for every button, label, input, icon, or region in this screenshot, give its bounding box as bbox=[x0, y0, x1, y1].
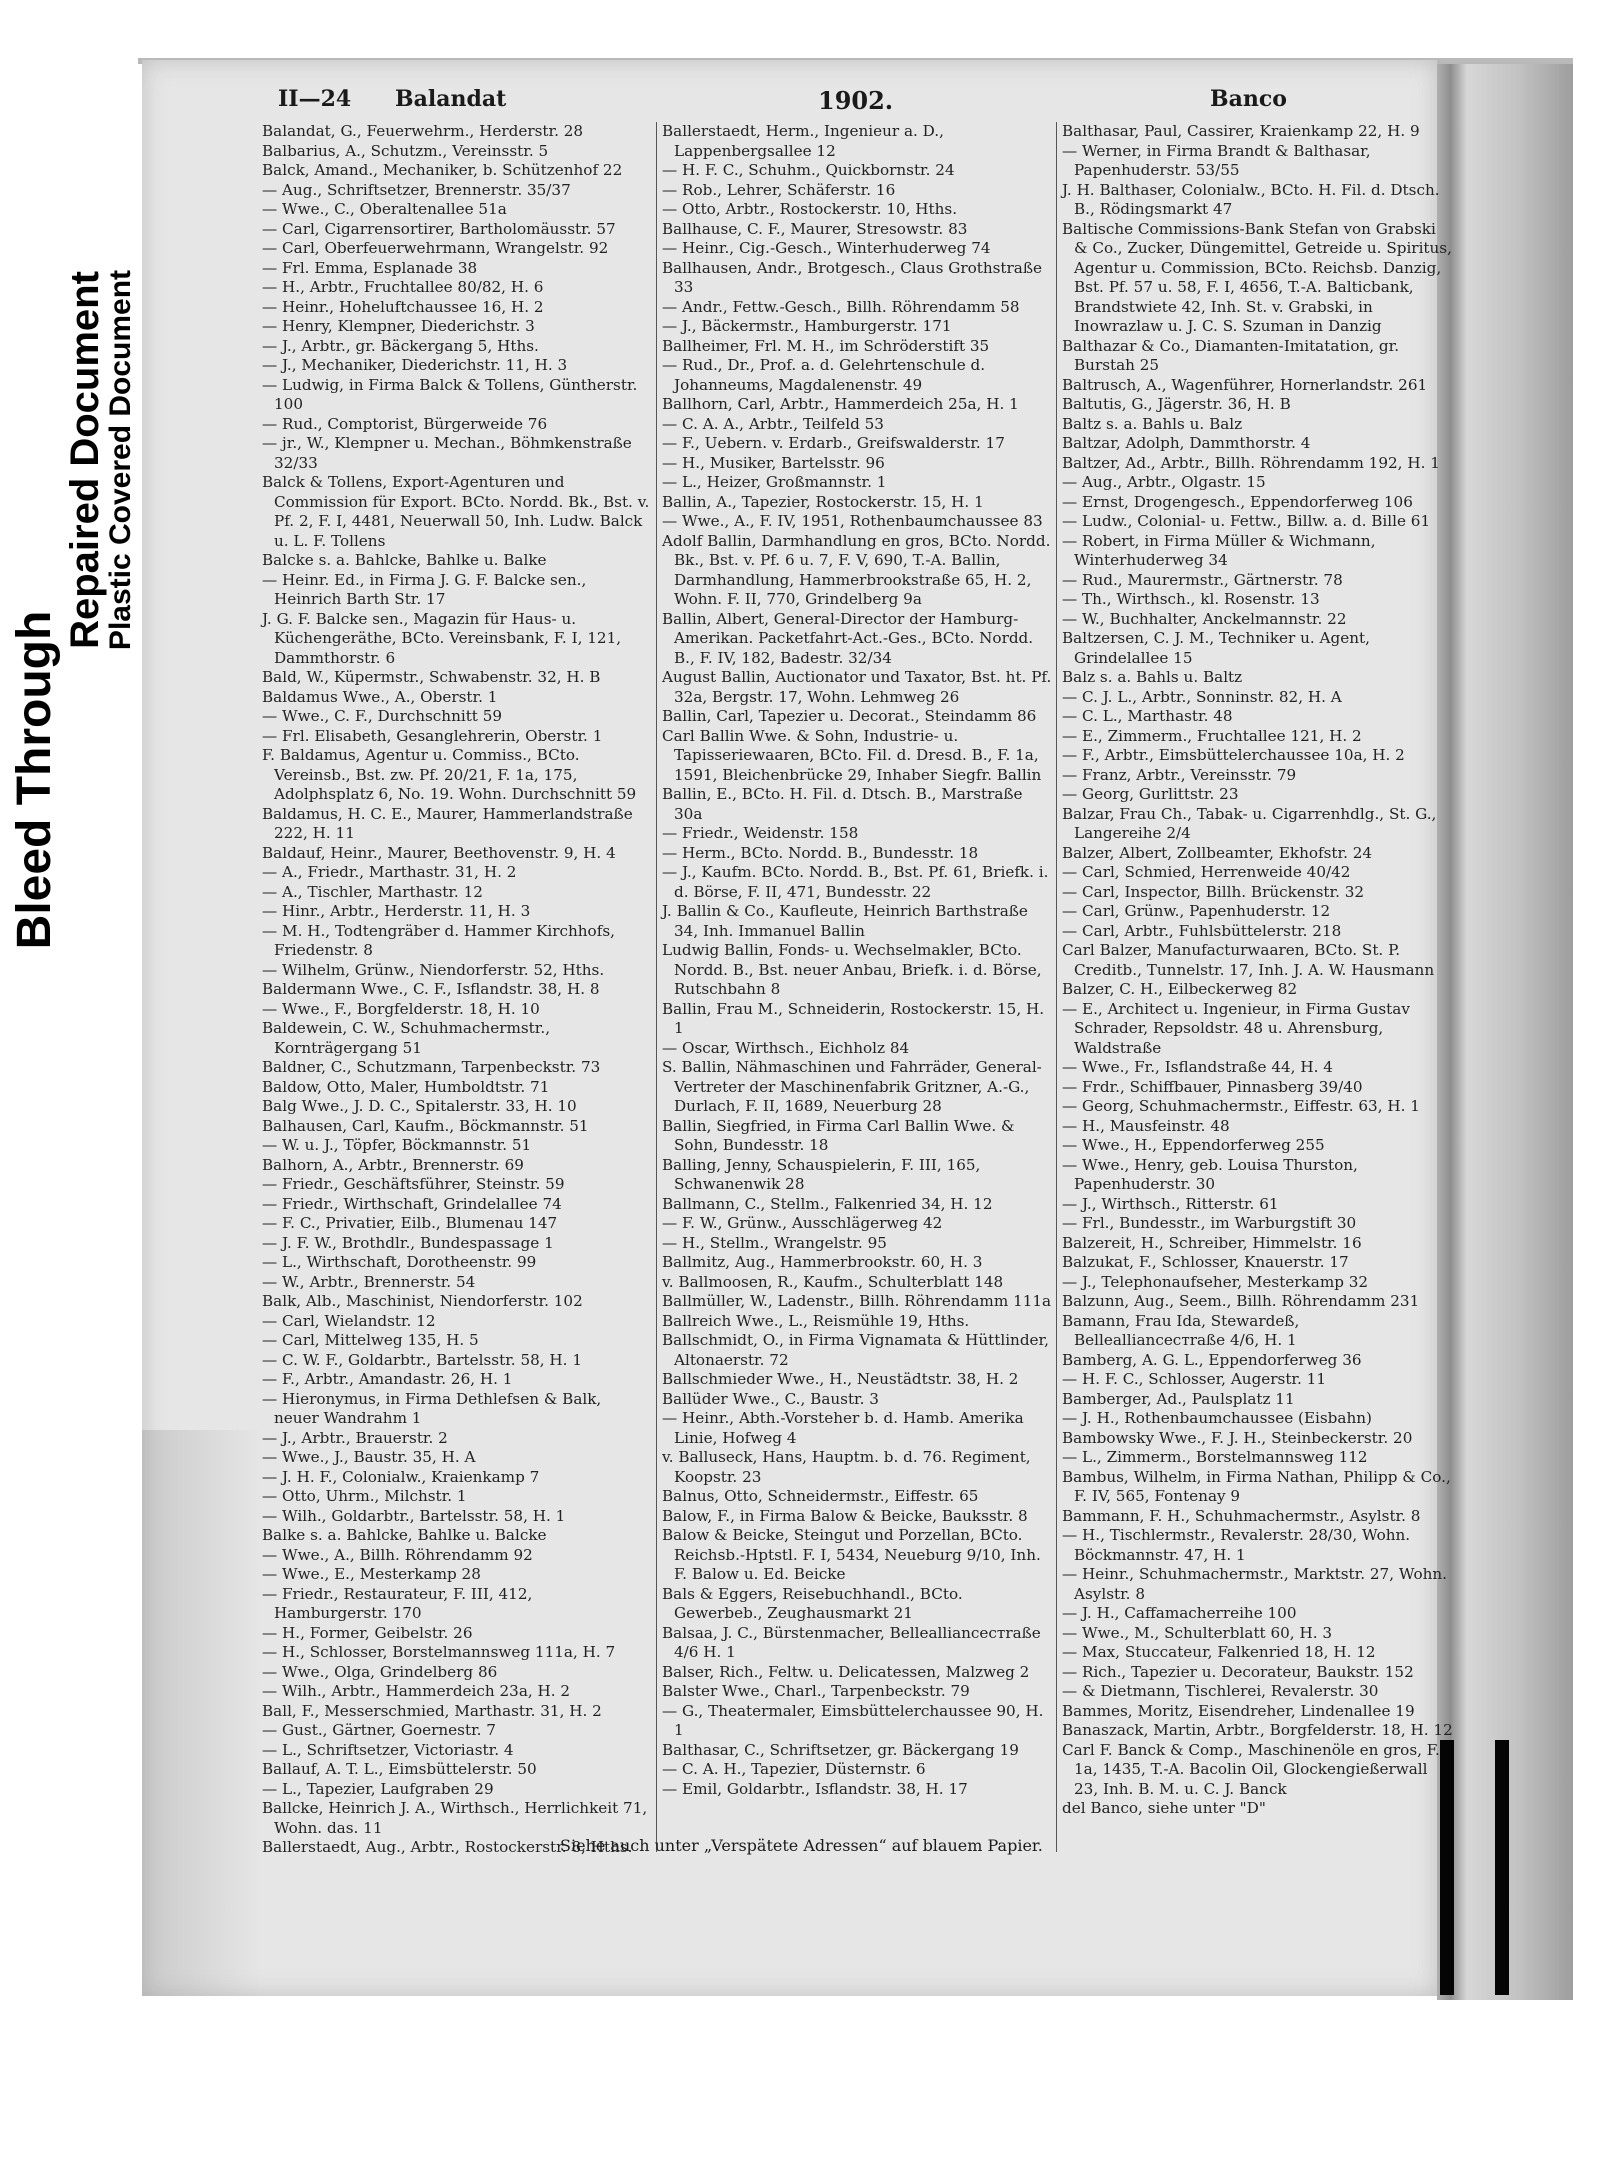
directory-entry: — Carl, Schmied, Herrenweide 40/42 bbox=[1062, 863, 1351, 881]
directory-entry: — C. L., Marthastr. 48 bbox=[1062, 707, 1233, 725]
directory-entry: — Rud., Dr., Prof. a. d. Gelehrtenschule d. Johanneums, Magdalenenstr. 49 bbox=[662, 356, 986, 394]
directory-entry: — J., Bäckermstr., Hamburgerstr. 171 bbox=[662, 317, 952, 335]
directory-entry: — A., Tischler, Marthastr. 12 bbox=[262, 882, 483, 901]
footer-note: Siehe auch unter „Verspätete Adressen“ auf blauem Papier. bbox=[560, 1836, 1043, 1855]
directory-entry: — Georg, Gurlittstr. 23 bbox=[1062, 785, 1239, 803]
directory-entry: — C. W. F., Goldarbtr., Bartelsstr. 58, H. 1 bbox=[262, 1350, 582, 1369]
directory-entry: — Carl, Mittelweg 135, H. 5 bbox=[262, 1331, 479, 1349]
directory-entry: Balzar, Frau Ch., Tabak- u. Cigarrenhdlg., St. G., Langereihe 2/4 bbox=[1062, 804, 1437, 842]
directory-column-1 bbox=[262, 122, 650, 1856]
directory-entry: — Emil, Goldarbtr., Isflandstr. 38, H. 17 bbox=[662, 1779, 968, 1798]
directory-entry: — Ernst, Drogengesch., Eppendorferweg 106 bbox=[1062, 492, 1413, 511]
directory-entry: — Heinr. Ed., in Firma J. G. F. Balcke sen., Heinrich Barth Str. 17 bbox=[262, 570, 587, 608]
year-heading: 1902. bbox=[818, 86, 894, 115]
directory-entry: Banaszack, Martin, Arbtr., Borgfelderstr. 18, H. 12 bbox=[1062, 1721, 1453, 1739]
directory-entry: Carl F. Banck & Comp., Maschinenöle en gros, F. 1a, 1435, T.-A. Bacolin Oil, Glockengießerwall 23, Inh. B. M. u. C. J. Banck bbox=[1062, 1740, 1440, 1798]
directory-entry: — Friedr., Wirthschaft, Grindelallee 74 bbox=[262, 1194, 562, 1213]
directory-entry: — Wwe., J., Baustr. 35, H. A bbox=[262, 1448, 476, 1466]
directory-entry: Bambowsky Wwe., F. J. H., Steinbeckerstr. 20 bbox=[1062, 1428, 1413, 1447]
directory-entry: Baltz s. a. Bahls u. Balz bbox=[1062, 414, 1243, 433]
directory-entry: — Wwe., H., Eppendorferweg 255 bbox=[1062, 1136, 1325, 1154]
directory-entry: — Wwe., C. F., Durchschnitt 59 bbox=[262, 707, 503, 725]
directory-entry: J. H. Balthaser, Colonialw., BCto. H. Fil. d. Dtsch. B., Rödingsmarkt 47 bbox=[1062, 180, 1440, 218]
page-code: II—24 bbox=[278, 86, 352, 112]
directory-entry: — J. F. W., Brothdlr., Bundespassage 1 bbox=[262, 1233, 554, 1252]
directory-entry: — L., Tapezier, Laufgraben 29 bbox=[262, 1779, 494, 1798]
directory-entry: — F., Uebern. v. Erdarb., Greifswalderstr. 17 bbox=[662, 434, 1005, 452]
directory-entry: Bambus, Wilhelm, in Firma Nathan, Philipp & Co., F. IV, 565, Fontenay 9 bbox=[1062, 1467, 1451, 1505]
directory-entry: — Rud., Comptorist, Bürgerweide 76 bbox=[262, 414, 548, 433]
directory-entry: — Carl, Oberfeuerwehrmann, Wrangelstr. 92 bbox=[262, 239, 609, 257]
directory-column-3 bbox=[1062, 122, 1454, 1842]
directory-entry: — H. F. C., Schlosser, Augerstr. 11 bbox=[1062, 1370, 1327, 1388]
directory-entry: — C. J. L., Arbtr., Sonninstr. 82, H. A bbox=[1062, 687, 1342, 706]
directory-entry: — Georg, Schuhmachermstr., Eiffestr. 63, H. 1 bbox=[1062, 1097, 1420, 1115]
running-head-left: Balandat bbox=[395, 86, 507, 112]
directory-entry: v. Ballmoosen, R., Kaufm., Schulterblatt 148 bbox=[662, 1272, 1004, 1291]
directory-entry: Bamann, Frau Ida, Stewardeß, Belleallianceстraße 4/6, H. 1 bbox=[1062, 1311, 1300, 1349]
directory-entry: Baldner, C., Schutzmann, Tarpenbeckstr. 73 bbox=[262, 1058, 601, 1076]
directory-entry: Ballcke, Heinrich J. A., Wirthsch., Herrlichkeit 71, Wohn. das. 11 bbox=[262, 1799, 648, 1837]
directory-entry: — C. A. A., Arbtr., Teilfeld 53 bbox=[662, 414, 884, 433]
directory-entry: Balsaa, J. C., Bürstenmacher, Belleallianceстraße 4/6 H. 1 bbox=[662, 1623, 1041, 1661]
directory-column-2 bbox=[662, 122, 1054, 1842]
directory-entry: Carl Balzer, Manufacturwaaren, BCto. St. P. Creditb., Tunnelstr. 17, Inh. J. A. W. Hausmann bbox=[1062, 941, 1435, 979]
directory-entry: — J., Arbtr., gr. Bäckergang 5, Hths. bbox=[262, 336, 539, 355]
directory-entry: Ballüder Wwe., C., Baustr. 3 bbox=[662, 1389, 879, 1408]
directory-entry: — H., Mausfeinstr. 48 bbox=[1062, 1116, 1230, 1135]
directory-entry: — Carl, Arbtr., Fuhlsbüttelerstr. 218 bbox=[1062, 921, 1342, 940]
directory-entry: Balthasar, C., Schriftsetzer, gr. Bäckergang 19 bbox=[662, 1740, 1019, 1759]
directory-entry: — Ludwig, in Firma Balck & Tollens, Güntherstr. 100 bbox=[262, 375, 638, 413]
directory-entry: — J. H., Rothenbaumchaussee (Eisbahn) bbox=[1062, 1409, 1372, 1427]
directory-entry: — A., Friedr., Marthastr. 31, H. 2 bbox=[262, 863, 517, 881]
bleed-through-label bbox=[2, 370, 68, 1190]
directory-entry: Ballin, Albert, General-Director der Hamburg-Amerikan. Packetfahrt-Act.-Ges., BCto. Nordd. B., F. IV, 182, Badestr. 32/34 bbox=[662, 609, 1034, 667]
directory-entry: Ballerstaedt, Herm., Ingenieur a. D., Lappenbergsallee 12 bbox=[662, 122, 944, 160]
directory-entry: Baltische Commissions-Bank Stefan von Grabski & Co., Zucker, Düngemittel, Getreide u. Spiritus, Agentur u. Commission, BCto. Reichsb. Danzig, Bst. Pf. 57 u. 58, F. I, 4656, T.-A. Balticbank, Brandstwiete 42, Inh. St. v. Grabski, in Inowrazlaw u. J. C. S. Szuman in Danzig bbox=[1062, 219, 1452, 335]
column-rule bbox=[656, 122, 657, 1852]
directory-entry: — Wwe., A., Billh. Röhrendamm 92 bbox=[262, 1545, 533, 1564]
directory-entry: Ballhorn, Carl, Arbtr., Hammerdeich 25a, H. 1 bbox=[662, 395, 1019, 413]
directory-entry: Balke s. a. Bahlcke, Bahlke u. Balcke bbox=[262, 1526, 547, 1544]
directory-entry: Baldermann Wwe., C. F., Isflandstr. 38, H. 8 bbox=[262, 980, 600, 998]
directory-entry: Balling, Jenny, Schauspielerin, F. III, 165, Schwanenwik 28 bbox=[662, 1155, 981, 1193]
directory-entry: Balser, Rich., Feltw. u. Delicatessen, Malzweg 2 bbox=[662, 1662, 1030, 1681]
directory-entry: — J., Telephonaufseher, Mesterkamp 32 bbox=[1062, 1272, 1369, 1291]
directory-entry: Baldamus, H. C. E., Maurer, Hammerlandstraße 222, H. 11 bbox=[262, 804, 633, 842]
directory-entry: Bammes, Moritz, Eisendreher, Lindenallee 19 bbox=[1062, 1701, 1415, 1720]
directory-entry: — L., Wirthschaft, Dorotheenstr. 99 bbox=[262, 1253, 537, 1271]
directory-entry: — F., Arbtr., Eimsbüttelerchaussee 10a, H. 2 bbox=[1062, 746, 1405, 764]
directory-entry: — Rob., Lehrer, Schäferstr. 16 bbox=[662, 180, 896, 199]
directory-entry: Ball, F., Messerschmied, Marthastr. 31, H. 2 bbox=[262, 1701, 602, 1720]
column-rule bbox=[1056, 122, 1057, 1852]
directory-entry: — Hinr., Arbtr., Herderstr. 11, H. 3 bbox=[262, 902, 531, 920]
directory-entry: — H., Arbtr., Fruchtallee 80/82, H. 6 bbox=[262, 278, 544, 296]
page-shadow bbox=[142, 1430, 262, 1996]
directory-entry: — Henry, Klempner, Diederichstr. 3 bbox=[262, 317, 535, 335]
directory-entry: — J., Wirthsch., Ritterstr. 61 bbox=[1062, 1194, 1279, 1213]
directory-entry: — Carl, Wielandstr. 12 bbox=[262, 1311, 436, 1330]
directory-entry: — J. H. F., Colonialw., Kraienkamp 7 bbox=[262, 1467, 540, 1486]
directory-entry: del Banco, siehe unter "D" bbox=[1062, 1799, 1266, 1817]
directory-entry: August Ballin, Auctionator und Taxator, Bst. ht. Pf. 32a, Bergstr. 17, Wohn. Lehmweg 26 bbox=[662, 668, 1052, 706]
directory-entry: — J., Arbtr., Brauerstr. 2 bbox=[262, 1428, 448, 1447]
directory-entry: Baltzar, Adolph, Dammthorstr. 4 bbox=[1062, 434, 1311, 452]
directory-entry: Bamberger, Ad., Paulsplatz 11 bbox=[1062, 1389, 1295, 1408]
directory-entry: — L., Zimmerm., Borstelmannsweg 112 bbox=[1062, 1448, 1368, 1466]
directory-entry: — Ludw., Colonial- u. Fettw., Billw. a. d. Bille 61 bbox=[1062, 512, 1431, 530]
directory-entry: Balow, F., in Firma Balow & Beicke, Bauksstr. 8 bbox=[662, 1506, 1028, 1525]
directory-entry: — Frl. Emma, Esplanade 38 bbox=[262, 258, 478, 277]
directory-entry: Balbarius, A., Schutzm., Vereinsstr. 5 bbox=[262, 141, 549, 160]
directory-entry: — H., Former, Geibelstr. 26 bbox=[262, 1623, 473, 1642]
directory-entry: Balhorn, A., Arbtr., Brennerstr. 69 bbox=[262, 1155, 524, 1174]
directory-entry: — Gust., Gärtner, Goernestr. 7 bbox=[262, 1721, 496, 1739]
directory-entry: Bals & Eggers, Reisebuchhandl., BCto. Gewerbeb., Zeughausmarkt 21 bbox=[662, 1584, 963, 1622]
directory-entry: — Oscar, Wirthsch., Eichholz 84 bbox=[662, 1038, 910, 1057]
directory-entry: — Frl., Bundesstr., im Warburgstift 30 bbox=[1062, 1214, 1357, 1232]
directory-entry: — F. C., Privatier, Eilb., Blumenau 147 bbox=[262, 1214, 558, 1232]
directory-entry: Ballschmieder Wwe., H., Neustädtstr. 38, H. 2 bbox=[662, 1370, 1019, 1388]
directory-entry: — C. A. H., Tapezier, Düsternstr. 6 bbox=[662, 1760, 926, 1778]
directory-entry: — J., Mechaniker, Diederichstr. 11, H. 3 bbox=[262, 356, 568, 374]
directory-entry: J. G. F. Balcke sen., Magazin für Haus- u. Küchengeräthe, BCto. Vereinsbank, F. I, 121, Dammthorstr. 6 bbox=[262, 609, 622, 667]
directory-entry: — Wwe., Fr., Isflandstraße 44, H. 4 bbox=[1062, 1058, 1333, 1076]
directory-entry: Ballmitz, Aug., Hammerbrookstr. 60, H. 3 bbox=[662, 1253, 983, 1271]
directory-entry: Bammann, F. H., Schuhmachermstr., Asylstr. 8 bbox=[1062, 1506, 1421, 1525]
directory-entry: — M. H., Todtengräber d. Hammer Kirchhofs, Friedenstr. 8 bbox=[262, 921, 615, 959]
binding-mark bbox=[1495, 1740, 1509, 1995]
directory-entry: Ballerstaedt, Aug., Arbtr., Rostockerstr. 8, Hths. bbox=[262, 1838, 633, 1856]
directory-entry: — Th., Wirthsch., kl. Rosenstr. 13 bbox=[1062, 590, 1320, 608]
directory-entry: Bamberg, A. G. L., Eppendorferweg 36 bbox=[1062, 1350, 1362, 1369]
directory-entry: Ballreich Wwe., L., Reismühle 19, Hths. bbox=[662, 1311, 970, 1330]
directory-entry: — Frdr., Schiffbauer, Pinnasberg 39/40 bbox=[1062, 1077, 1363, 1096]
directory-entry: — Otto, Uhrm., Milchstr. 1 bbox=[262, 1487, 467, 1505]
directory-entry: — Andr., Fettw.-Gesch., Billh. Röhrendamm 58 bbox=[662, 297, 1020, 316]
directory-entry: Ballschmidt, O., in Firma Vignamata & Hüttlinder, Altonaerstr. 72 bbox=[662, 1331, 1049, 1369]
directory-entry: — E., Zimmerm., Fruchtallee 121, H. 2 bbox=[1062, 726, 1362, 745]
directory-entry: Baldow, Otto, Maler, Humboldtstr. 71 bbox=[262, 1077, 550, 1096]
directory-entry: — Hieronymus, in Firma Dethlefsen & Balk, neuer Wandrahm 1 bbox=[262, 1389, 602, 1427]
directory-entry: — G., Theatermaler, Eimsbüttelerchaussee 90, H. 1 bbox=[662, 1701, 1044, 1739]
directory-entry: — W., Buchhalter, Anckelmannstr. 22 bbox=[1062, 609, 1347, 628]
directory-entry: Ludwig Ballin, Fonds- u. Wechselmakler, BCto. Nordd. B., Bst. neuer Anbau, Briefk. i. d. Börse, Rutschbahn 8 bbox=[662, 941, 1042, 998]
directory-entry: Carl Ballin Wwe. & Sohn, Industrie- u. Tapisseriewaaren, BCto. Fil. d. Dresd. B., F. 1a, 1591, Bleichenbrücke 29, Inhaber Siegfr. Ballin bbox=[662, 726, 1042, 784]
directory-entry: Baldauf, Heinr., Maurer, Beethovenstr. 9, H. 4 bbox=[262, 843, 616, 862]
directory-entry: Balzunn, Aug., Seem., Billh. Röhrendamm 231 bbox=[1062, 1292, 1420, 1310]
directory-entry: Balhausen, Carl, Kaufm., Böckmannstr. 51 bbox=[262, 1116, 589, 1135]
directory-entry: — Wilhelm, Grünw., Niendorferstr. 52, Hths. bbox=[262, 960, 605, 979]
directory-entry: Ballin, E., BCto. H. Fil. d. Dtsch. B., Marstraße 30a bbox=[662, 785, 1023, 823]
directory-entry: Baltzer, Ad., Arbtr., Billh. Röhrendamm 192, H. 1 bbox=[1062, 453, 1440, 472]
directory-entry: Balcke s. a. Bahlcke, Bahlke u. Balke bbox=[262, 551, 547, 569]
directory-entry: — L., Schriftsetzer, Victoriastr. 4 bbox=[262, 1740, 514, 1759]
svg-text:Plastic Covered Document: Plastic Covered Document bbox=[104, 269, 137, 651]
directory-entry: J. Ballin & Co., Kaufleute, Heinrich Barthstraße 34, Inh. Immanuel Ballin bbox=[662, 902, 1028, 940]
directory-entry: — Aug., Schriftsetzer, Brennerstr. 35/37 bbox=[262, 180, 571, 199]
directory-entry: — W., Arbtr., Brennerstr. 54 bbox=[262, 1272, 476, 1291]
directory-entry: Ballin, Frau M., Schneiderin, Rostockerstr. 15, H. 1 bbox=[662, 999, 1045, 1037]
directory-entry: — J., Kaufm. BCto. Nordd. B., Bst. Pf. 61, Briefk. i. d. Börse, F. II, 471, Bundesstr. 22 bbox=[662, 863, 1049, 901]
running-head-right: Banco bbox=[1210, 86, 1287, 112]
directory-entry: Ballhause, C. F., Maurer, Stresowstr. 83 bbox=[662, 219, 968, 238]
directory-entry: Ballhausen, Andr., Brotgesch., Claus Grothstraße 33 bbox=[662, 258, 1042, 296]
directory-entry: Balzukat, F., Schlosser, Knauerstr. 17 bbox=[1062, 1253, 1349, 1271]
directory-entry: Ballmann, C., Stellm., Falkenried 34, H. 12 bbox=[662, 1194, 993, 1213]
directory-entry: Ballin, Carl, Tapezier u. Decorat., Steindamm 86 bbox=[662, 707, 1037, 725]
directory-entry: — Friedr., Geschäftsführer, Steinstr. 59 bbox=[262, 1175, 565, 1193]
directory-entry: — Wwe., M., Schulterblatt 60, H. 3 bbox=[1062, 1623, 1333, 1642]
directory-entry: — H., Schlosser, Borstelmannsweg 111a, H. 7 bbox=[262, 1643, 616, 1661]
document-condition-labels bbox=[63, 130, 137, 1410]
directory-entry: Balthazar & Co., Diamanten-Imitatation, gr. Burstah 25 bbox=[1062, 336, 1400, 374]
directory-entry: Baldewein, C. W., Schuhmachermstr., Kornträgergang 51 bbox=[262, 1019, 551, 1057]
directory-entry: — F. W., Grünw., Ausschlägerweg 42 bbox=[662, 1214, 943, 1232]
directory-entry: — & Dietmann, Tischlerei, Revalerstr. 30 bbox=[1062, 1682, 1379, 1700]
directory-entry: — Robert, in Firma Müller & Wichmann, Winterhuderweg 34 bbox=[1062, 531, 1376, 569]
directory-entry: — W. u. J., Töpfer, Böckmannstr. 51 bbox=[262, 1136, 532, 1154]
directory-entry: Balow & Beicke, Steingut und Porzellan, BCto. Reichsb.-Hptstl. F. I, 5434, Neueburg 9/10, Inh. F. Balow u. Ed. Beicke bbox=[662, 1526, 1041, 1583]
svg-text:Repaired Document: Repaired Document bbox=[63, 271, 107, 649]
directory-entry: — H., Tischlermstr., Revalerstr. 28/30, Wohn. Böckmannstr. 47, H. 1 bbox=[1062, 1526, 1411, 1564]
directory-entry: Balthasar, Paul, Cassirer, Kraienkamp 22, H. 9 bbox=[1062, 122, 1420, 140]
directory-entry: — Wwe., Henry, geb. Louisa Thurston, Papenhuderstr. 30 bbox=[1062, 1155, 1358, 1193]
directory-entry: Balzer, Albert, Zollbeamter, Ekhofstr. 24 bbox=[1062, 843, 1373, 862]
directory-entry: — Wwe., E., Mesterkamp 28 bbox=[262, 1565, 481, 1583]
directory-entry: Baltrusch, A., Wagenführer, Hornerlandstr. 261 bbox=[1062, 375, 1428, 394]
directory-entry: — E., Architect u. Ingenieur, in Firma Gustav Schrader, Repsoldstr. 48 u. Ahrensburg, Waldstraße bbox=[1062, 999, 1410, 1057]
directory-entry: Balz s. a. Bahls u. Baltz bbox=[1062, 668, 1243, 686]
directory-entry: — Carl, Grünw., Papenhuderstr. 12 bbox=[1062, 902, 1331, 920]
directory-entry: — H., Musiker, Bartelsstr. 96 bbox=[662, 453, 885, 472]
directory-entry: — Wilh., Goldarbtr., Bartelsstr. 58, H. 1 bbox=[262, 1506, 566, 1525]
directory-entry: — Wwe., C., Oberaltenallee 51a bbox=[262, 200, 507, 218]
directory-entry: Balg Wwe., J. D. C., Spitalerstr. 33, H. 10 bbox=[262, 1097, 577, 1115]
directory-entry: v. Balluseck, Hans, Hauptm. b. d. 76. Regiment, Koopstr. 23 bbox=[662, 1448, 1031, 1486]
directory-entry: Balster Wwe., Charl., Tarpenbeckstr. 79 bbox=[662, 1682, 970, 1700]
directory-entry: Ballheimer, Frl. M. H., im Schröderstift 35 bbox=[662, 336, 990, 355]
directory-entry: Balandat, G., Feuerwehrm., Herderstr. 28 bbox=[262, 122, 584, 140]
directory-entry: — Friedr., Restaurateur, F. III, 412, Hamburgerstr. 170 bbox=[262, 1584, 533, 1622]
directory-entry: Balzereit, H., Schreiber, Himmelstr. 16 bbox=[1062, 1233, 1362, 1252]
directory-entry: Baltutis, G., Jägerstr. 36, H. B bbox=[1062, 395, 1291, 413]
directory-entry: — Heinr., Cig.-Gesch., Winterhuderweg 74 bbox=[662, 239, 991, 257]
directory-entry: — Max, Stuccateur, Falkenried 18, H. 12 bbox=[1062, 1643, 1376, 1661]
directory-entry: Ballin, A., Tapezier, Rostockerstr. 15, H. 1 bbox=[662, 492, 984, 511]
directory-entry: — Herm., BCto. Nordd. B., Bundesstr. 18 bbox=[662, 843, 979, 862]
directory-entry: S. Ballin, Nähmaschinen und Fahrräder, General-Vertreter der Maschinenfabrik Gritzner, A.-G., Durlach, F. II, 1689, Neuerburg 28 bbox=[662, 1058, 1042, 1115]
directory-entry: Ballmüller, W., Ladenstr., Billh. Röhrendamm 111a bbox=[662, 1292, 1052, 1310]
directory-entry: Ballauf, A. T. L., Eimsbüttelerstr. 50 bbox=[262, 1760, 537, 1778]
directory-entry: — Carl, Cigarrensortirer, Bartholomäusstr. 57 bbox=[262, 219, 616, 238]
directory-entry: — Carl, Inspector, Billh. Brückenstr. 32 bbox=[1062, 882, 1365, 901]
directory-entry: Balck & Tollens, Export-Agenturen und Commission für Export. BCto. Nordd. Bk., Bst. v. Pf. 2, F. I, 4481, Neuerwall 50, Inh. Ludw. Balck u. L. F. Tollens bbox=[262, 473, 650, 550]
directory-entry: Adolf Ballin, Darmhandlung en gros, BCto. Nordd. Bk., Bst. v. Pf. 6 u. 7, F. V, 690, T.-A. Ballin, Darmhandlung, Hammerbrookstraße 65, H. 2, Wohn. F. II, 770, Grindelberg 9a bbox=[662, 531, 1051, 608]
directory-entry: — H. F. C., Schuhm., Quickbornstr. 24 bbox=[662, 161, 955, 179]
directory-entry: — Rud., Maurermstr., Gärtnerstr. 78 bbox=[1062, 570, 1343, 589]
directory-entry: — Wwe., Olga, Grindelberg 86 bbox=[262, 1662, 498, 1681]
directory-entry: — Franz, Arbtr., Vereinsstr. 79 bbox=[1062, 765, 1297, 784]
directory-entry: — Frl. Elisabeth, Gesanglehrerin, Oberstr. 1 bbox=[262, 726, 603, 745]
directory-entry: Balk, Alb., Maschinist, Niendorferstr. 102 bbox=[262, 1292, 583, 1310]
directory-entry: Bald, W., Küpermstr., Schwabenstr. 32, H. B bbox=[262, 668, 601, 686]
directory-entry: — Wwe., F., Borgfelderstr. 18, H. 10 bbox=[262, 999, 540, 1018]
directory-entry: — Otto, Arbtr., Rostockerstr. 10, Hths. bbox=[662, 200, 958, 218]
directory-entry: — Friedr., Weidenstr. 158 bbox=[662, 824, 859, 842]
directory-entry: — Aug., Arbtr., Olgastr. 15 bbox=[1062, 473, 1266, 491]
directory-entry: Balzer, C. H., Eilbeckerweg 82 bbox=[1062, 980, 1298, 998]
svg-text:Bleed Through: Bleed Through bbox=[8, 610, 61, 950]
directory-entry: — Wilh., Arbtr., Hammerdeich 23a, H. 2 bbox=[262, 1682, 571, 1700]
directory-entry: — Werner, in Firma Brandt & Balthasar, Papenhuderstr. 53/55 bbox=[1062, 141, 1371, 179]
directory-entry: Balck, Amand., Mechaniker, b. Schützenhof 22 bbox=[262, 161, 623, 179]
directory-entry: — Wwe., A., F. IV, 1951, Rothenbaumchaussee 83 bbox=[662, 512, 1043, 530]
directory-entry: Baltzersen, C. J. M., Techniker u. Agent, Grindelallee 15 bbox=[1062, 629, 1370, 667]
directory-entry: — Rich., Tapezier u. Decorateur, Baukstr. 152 bbox=[1062, 1662, 1414, 1681]
directory-entry: — L., Heizer, Großmannstr. 1 bbox=[662, 473, 887, 491]
directory-entry: — J. H., Caffamacherreihe 100 bbox=[1062, 1604, 1297, 1622]
directory-entry: Ballin, Siegfried, in Firma Carl Ballin Wwe. & Sohn, Bundesstr. 18 bbox=[662, 1116, 1015, 1154]
directory-entry: F. Baldamus, Agentur u. Commiss., BCto. Vereinsb., Bst. zw. Pf. 20/21, F. 1a, 175, Adolphsplatz 6, No. 19. Wohn. Durchschnitt 59 bbox=[262, 746, 637, 803]
directory-entry: Baldamus Wwe., A., Oberstr. 1 bbox=[262, 687, 498, 706]
directory-entry: — Heinr., Schuhmachermstr., Marktstr. 27, Wohn. Asylstr. 8 bbox=[1062, 1565, 1447, 1603]
page-edge bbox=[1437, 64, 1573, 2000]
directory-entry: — Heinr., Abth.-Vorsteher b. d. Hamb. Amerika Linie, Hofweg 4 bbox=[662, 1409, 1024, 1447]
directory-entry: Balnus, Otto, Schneidermstr., Eiffestr. 65 bbox=[662, 1487, 979, 1505]
directory-entry: — F., Arbtr., Amandastr. 26, H. 1 bbox=[262, 1370, 513, 1388]
directory-entry: — Heinr., Hoheluftchaussee 16, H. 2 bbox=[262, 297, 544, 316]
directory-entry: — H., Stellm., Wrangelstr. 95 bbox=[662, 1233, 887, 1252]
directory-entry: — jr., W., Klempner u. Mechan., Böhmkenstraße 32/33 bbox=[262, 434, 632, 472]
